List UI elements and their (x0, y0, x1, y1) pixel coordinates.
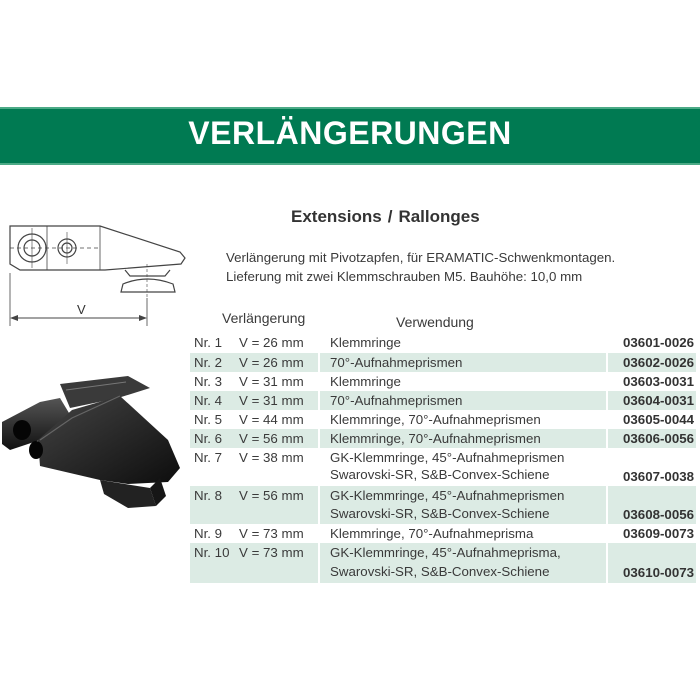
article-number: 03607-0038 (623, 469, 694, 484)
row-usage-line2: Swarovski-SR, S&B-Convex-Schiene (330, 506, 550, 521)
subtitle-en: Extensions (291, 207, 382, 226)
row-length: V = 44 mm (239, 412, 304, 427)
description-line: Verlängerung mit Pivotzapfen, für ERAMATIC-Schwenkmontagen. (226, 250, 616, 265)
table-row (190, 448, 696, 486)
title-banner (0, 107, 700, 165)
product-description (226, 248, 696, 286)
row-number: Nr. 2 (194, 355, 223, 370)
row-usage: GK-Klemmringe, 45°-Aufnahmeprismen (330, 450, 565, 465)
row-usage: Klemmringe, 70°-Aufnahmeprismen (330, 412, 541, 427)
row-length: V = 73 mm (239, 526, 304, 541)
article-number: 03605-0044 (623, 412, 694, 427)
banner-top-line (0, 107, 700, 109)
drawing-pivot (125, 270, 170, 276)
row-length: V = 38 mm (239, 450, 304, 465)
table-row (190, 391, 696, 410)
table-row (190, 486, 696, 524)
subtitle-fr: Rallonges (398, 207, 480, 226)
product-table (190, 333, 696, 583)
technical-drawing (5, 218, 195, 328)
article-number: 03601-0026 (623, 335, 694, 350)
row-usage-line2: Swarovski-SR, S&B-Convex-Schiene (330, 564, 550, 579)
row-number: Nr. 8 (194, 488, 223, 503)
table-row (190, 372, 696, 391)
article-number: 03608-0056 (623, 507, 694, 522)
page-title: VERLÄNGERUNGEN (188, 115, 512, 151)
product-photo (0, 370, 190, 510)
row-usage: Klemmringe, 70°-Aufnahmeprisma (330, 526, 534, 541)
table-row (190, 333, 696, 353)
row-length: V = 56 mm (239, 431, 304, 446)
row-usage: GK-Klemmringe, 45°-Aufnahmeprisma, (330, 545, 561, 560)
article-number: 03609-0073 (623, 526, 694, 541)
table-row (190, 524, 696, 543)
description-line: Lieferung mit zwei Klemmschrauben M5. Bauhöhe: 10,0 mm (226, 269, 583, 284)
row-length: V = 31 mm (239, 393, 304, 408)
article-number: 03606-0056 (623, 431, 694, 446)
row-length: V = 56 mm (239, 488, 304, 503)
dimension-label: V (77, 302, 86, 317)
table-row (190, 410, 696, 429)
table-row (190, 543, 696, 583)
column-header-usage: Verwendung (396, 314, 474, 330)
row-usage-line2: Swarovski-SR, S&B-Convex-Schiene (330, 467, 550, 482)
row-number: Nr. 10 (194, 545, 230, 560)
row-usage: 70°-Aufnahmeprismen (330, 355, 463, 370)
row-number: Nr. 9 (194, 526, 223, 541)
row-usage: GK-Klemmringe, 45°-Aufnahmeprismen (330, 488, 565, 503)
banner-bottom-line (0, 163, 700, 165)
row-usage: Klemmringe (330, 374, 401, 389)
article-number: 03602-0026 (623, 355, 694, 370)
article-number: 03603-0031 (623, 374, 694, 389)
subtitle-separator: / (387, 207, 393, 226)
row-number: Nr. 3 (194, 374, 223, 389)
row-length: V = 26 mm (239, 355, 304, 370)
row-number: Nr. 4 (194, 393, 223, 408)
table-row (190, 353, 696, 372)
row-number: Nr. 1 (194, 335, 223, 350)
row-number: Nr. 7 (194, 450, 223, 465)
row-length: V = 26 mm (239, 335, 304, 350)
row-usage: 70°-Aufnahmeprismen (330, 393, 463, 408)
row-number: Nr. 6 (194, 431, 223, 446)
column-header-extension: Verlängerung (222, 310, 306, 326)
row-usage: Klemmringe (330, 335, 401, 350)
row-number: Nr. 5 (194, 412, 223, 427)
article-number: 03604-0031 (623, 393, 694, 408)
article-number: 03610-0073 (623, 565, 694, 580)
subtitle (291, 207, 480, 227)
table-row (190, 429, 696, 448)
row-length: V = 31 mm (239, 374, 304, 389)
row-usage: Klemmringe, 70°-Aufnahmeprismen (330, 431, 541, 446)
row-length: V = 73 mm (239, 545, 304, 560)
